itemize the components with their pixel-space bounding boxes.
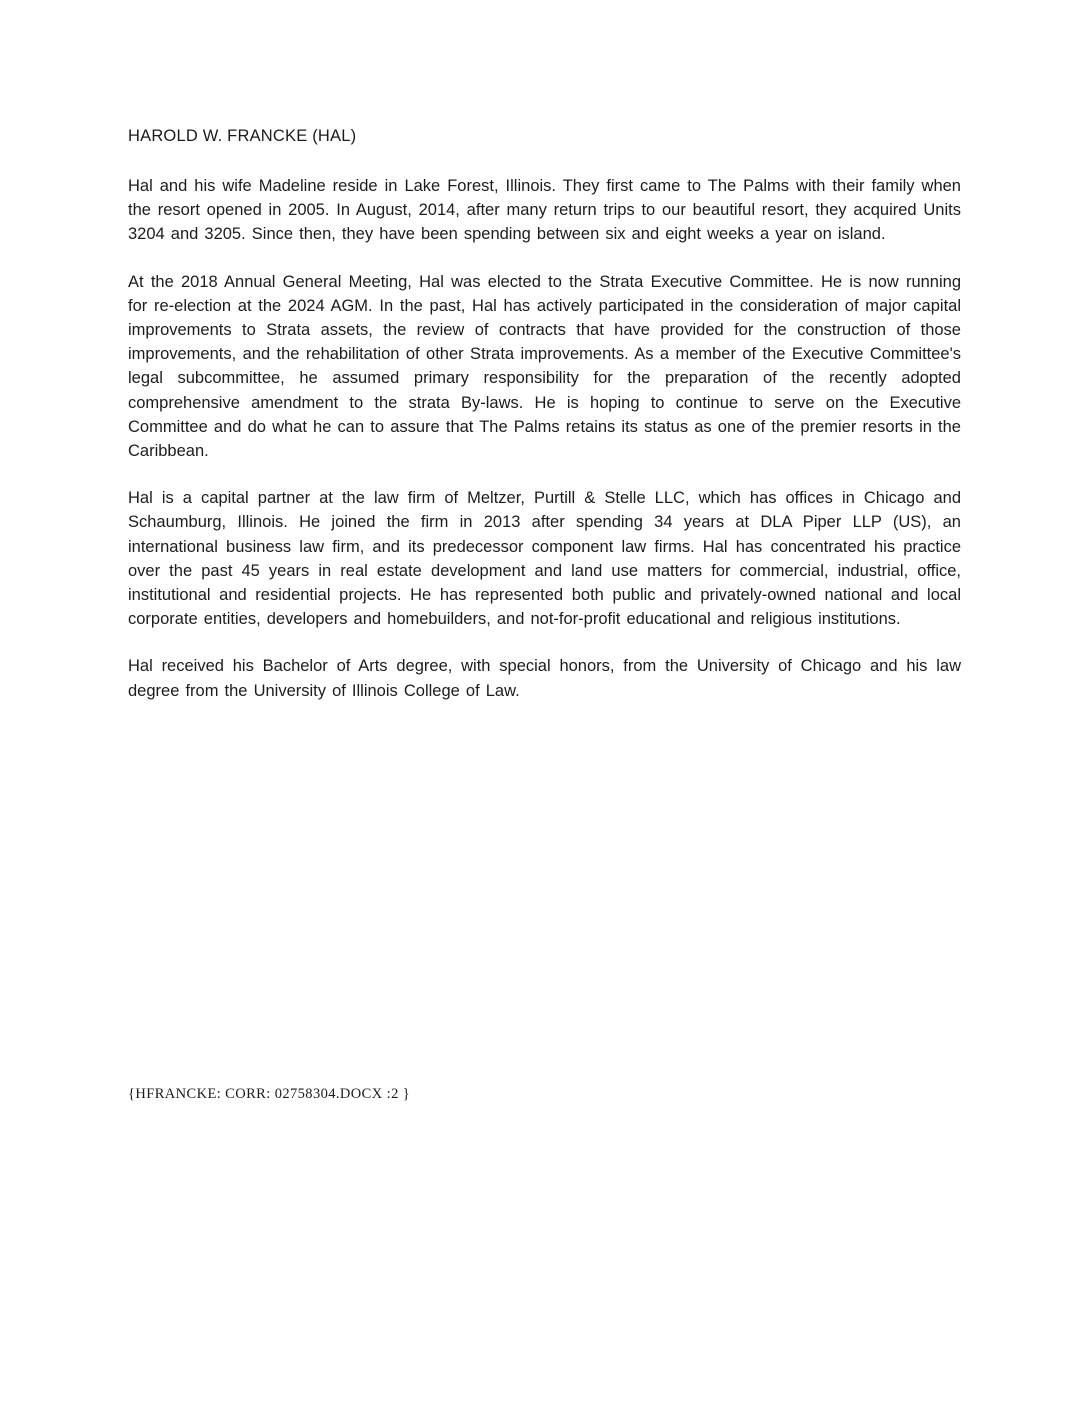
paragraph-career: Hal is a capital partner at the law firm of Meltzer, Purtill & Stelle LLC, which has offices in Chicago and Schaumburg, Illinois. He joined the firm in 2013 after spending 34 years at DLA Piper LLP (US), an international business law firm, and its predecessor component law firms. Hal has concentrated his practice over the past 45 years in real estate development and land use matters for commercial, industrial, office, institutional and residential projects. He has represented both public and privately-owned national and local corporate entities, developers and homebuilders, and not-for-profit educational and religious institutions. <box>128 489 961 629</box>
paragraph-residence: Hal and his wife Madeline reside in Lake Forest, Illinois. They first came to The Palms with their family when the resort opened in 2005. In August, 2014, after many return trips to our beautiful resort, they acquired Units 3204 and 3205. Since then, they have been spending between six and eight weeks a year on island. <box>128 177 961 244</box>
document-body <box>128 124 961 726</box>
document-id-footer: {HFRANCKE: CORR: 02758304.DOCX :2 } <box>128 1086 411 1102</box>
paragraph-education: Hal received his Bachelor of Arts degree, with special honors, from the University of Chicago and his law degree from the University of Illinois College of Law. <box>128 657 961 700</box>
paragraph-committee: At the 2018 Annual General Meeting, Hal was elected to the Strata Executive Committee. He is now running for re-election at the 2024 AGM. In the past, Hal has actively participated in the consideration of major capital improvements to Strata assets, the review of contracts that have provided for the construction of those improvements, and the rehabilitation of other Strata improvements. As a member of the Executive Committee's legal subcommittee, he assumed primary responsibility for the preparation of the recently adopted comprehensive amendment to the strata By-laws. He is hoping to continue to serve on the Executive Committee and do what he can to assure that The Palms retains its status as one of the premier resorts in the Caribbean. <box>128 272 961 461</box>
document-title: HAROLD W. FRANCKE (HAL) <box>128 127 357 145</box>
